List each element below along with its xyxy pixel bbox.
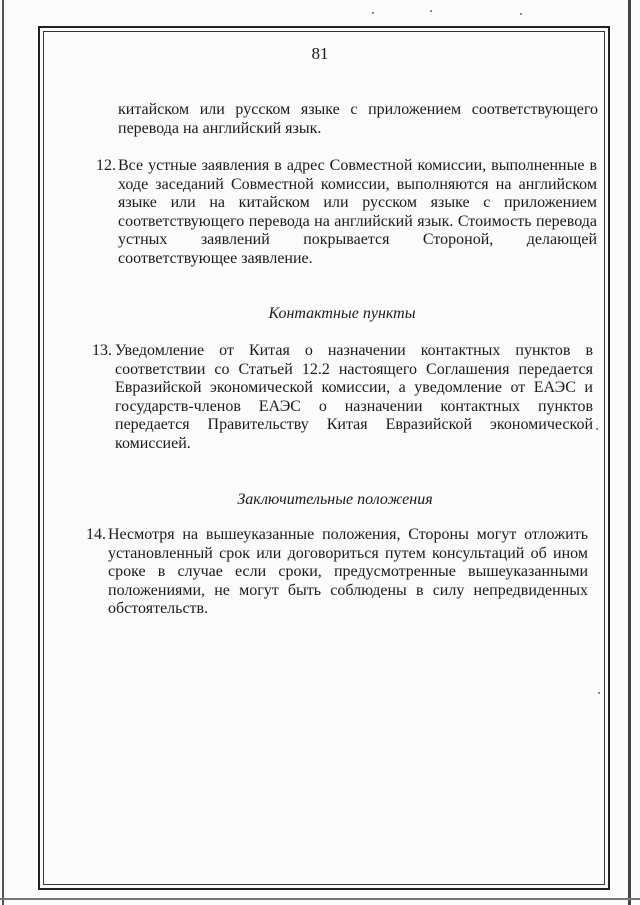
- scan-bottom-edge: [0, 898, 640, 900]
- scan-left-edge: [2, 0, 4, 905]
- scan-right-edge: [628, 0, 631, 905]
- section-heading-final-provisions: Заключительные положения: [237, 491, 433, 508]
- continuation-paragraph: китайском или русском языке с приложением соответствующего перевода на английский язык.: [118, 101, 598, 137]
- scan-speck: [430, 10, 432, 12]
- scan-speck: [520, 13, 522, 15]
- scan-speck: [598, 692, 600, 694]
- item-text: Все устные заявления в адрес Совместной комиссии, выполненные в ходе заседаний Совместной комиссии, выполняются на английском языке или на китайском или русском языке с приложением соответствующего перевода на английский язык. Стоимость перевода устных заявлений покрывается Стороной, делающей соответствующее заявление.: [118, 157, 597, 267]
- item-text: Несмотря на вышеуказанные положения, Стороны могут отложить установленный срок или договориться путем консультаций об ином сроке в случае если сроки, предусмотренные вышеуказанными положениями, не могут быть соблюдены в силу непредвиденных обстоятельств.: [108, 526, 588, 617]
- item-number: 13.: [92, 342, 112, 359]
- scan-speck: [372, 12, 374, 14]
- item-number: 12.: [96, 157, 116, 174]
- item-text: Уведомление от Китая о назначении контактных пунктов в соответствии со Статьей 12.2 настоящего Соглашения передается Евразийской экономической комиссии, а уведомление от ЕАЭС и государств-членов ЕАЭС о назначении контактных пунктов передается Правительству Китая Евразийской экономической комиссией.: [115, 342, 593, 452]
- scan-speck: [596, 428, 598, 430]
- section-heading-contact-points: Контактные пункты: [268, 305, 416, 322]
- page-number: 81: [311, 44, 329, 63]
- item-number: 14.: [86, 526, 106, 543]
